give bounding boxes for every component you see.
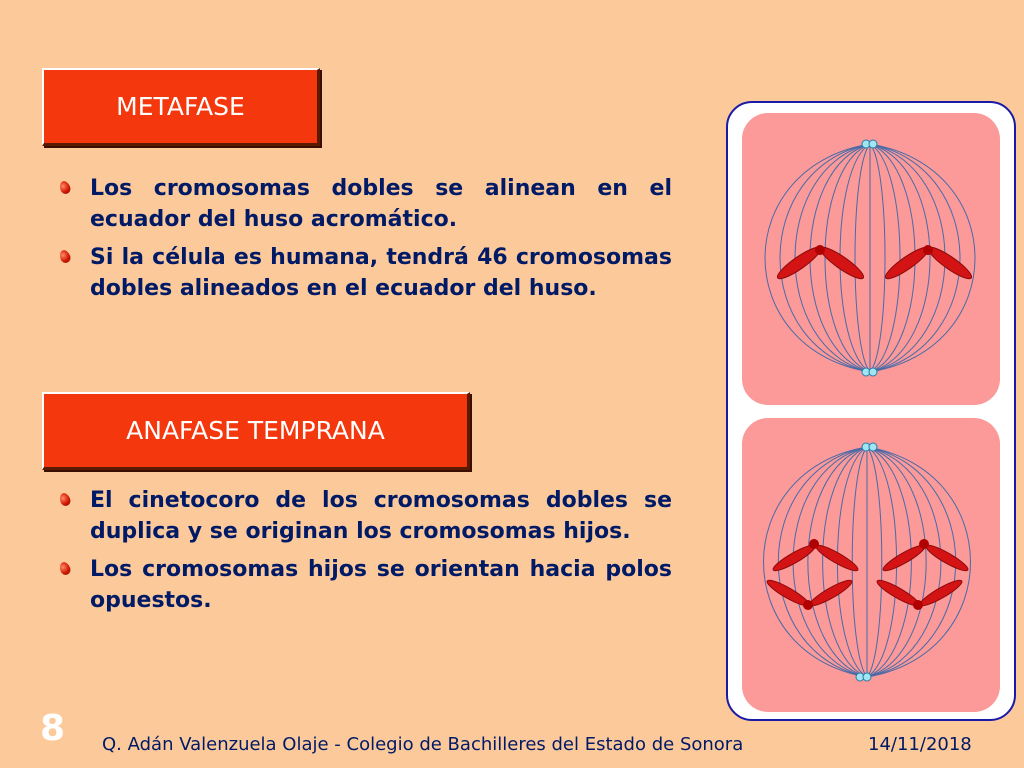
bullet-text: Los cromosomas hijos se orientan hacia polos opuestos.: [90, 557, 672, 613]
anaphase-spindle-drawing: [742, 418, 1000, 712]
list-item: [50, 242, 672, 304]
spindle-fiber: [870, 144, 885, 372]
spindle-fiber: [867, 447, 882, 677]
bullet-icon: [58, 561, 72, 577]
metaphase-cell-illustration: [742, 113, 1000, 405]
anafase-title-box: [42, 392, 470, 470]
anafase-title: ANAFASE TEMPRANA: [126, 416, 385, 445]
centriole-icon: [869, 140, 877, 148]
anafase-bullet-list: [50, 485, 672, 623]
bullet-icon: [58, 492, 72, 508]
slide-number: 8: [40, 708, 66, 749]
double-chromosome-right: [882, 243, 974, 283]
bullet-text: Si la célula es humana, tendrá 46 cromosomas dobles alineados en el ecuador del huso.: [90, 245, 672, 301]
bullet-text: El cinetocoro de los cromosomas dobles se duplica y se originan los cromosomas hijos.: [90, 488, 672, 544]
double-chromosome-left: [774, 243, 866, 283]
anaphase-cell-illustration: [742, 418, 1000, 712]
spindle-fiber: [793, 447, 867, 677]
list-item: [50, 173, 672, 235]
centriole-icon: [869, 368, 877, 376]
metaphase-spindle-drawing: [742, 113, 1000, 405]
metafase-title: METAFASE: [116, 92, 245, 121]
spindle-fiber: [765, 144, 870, 372]
centriole-icon: [863, 673, 871, 681]
spindle-fiber: [855, 144, 870, 372]
bullet-text: Los cromosomas dobles se alinean en el ecuador del huso acromático.: [90, 176, 672, 232]
bullet-icon: [58, 180, 72, 196]
metafase-bullet-list: [50, 173, 672, 311]
metafase-title-box: [42, 68, 320, 146]
spindle-fiber: [852, 447, 867, 677]
bullet-icon: [58, 249, 72, 265]
list-item: [50, 554, 672, 616]
list-item: [50, 485, 672, 547]
centriole-icon: [869, 443, 877, 451]
footer-author-text: Q. Adán Valenzuela Olaje - Colegio de Bachilleres del Estado de Sonora: [102, 734, 744, 755]
footer-date: 14/11/2018: [868, 734, 972, 755]
